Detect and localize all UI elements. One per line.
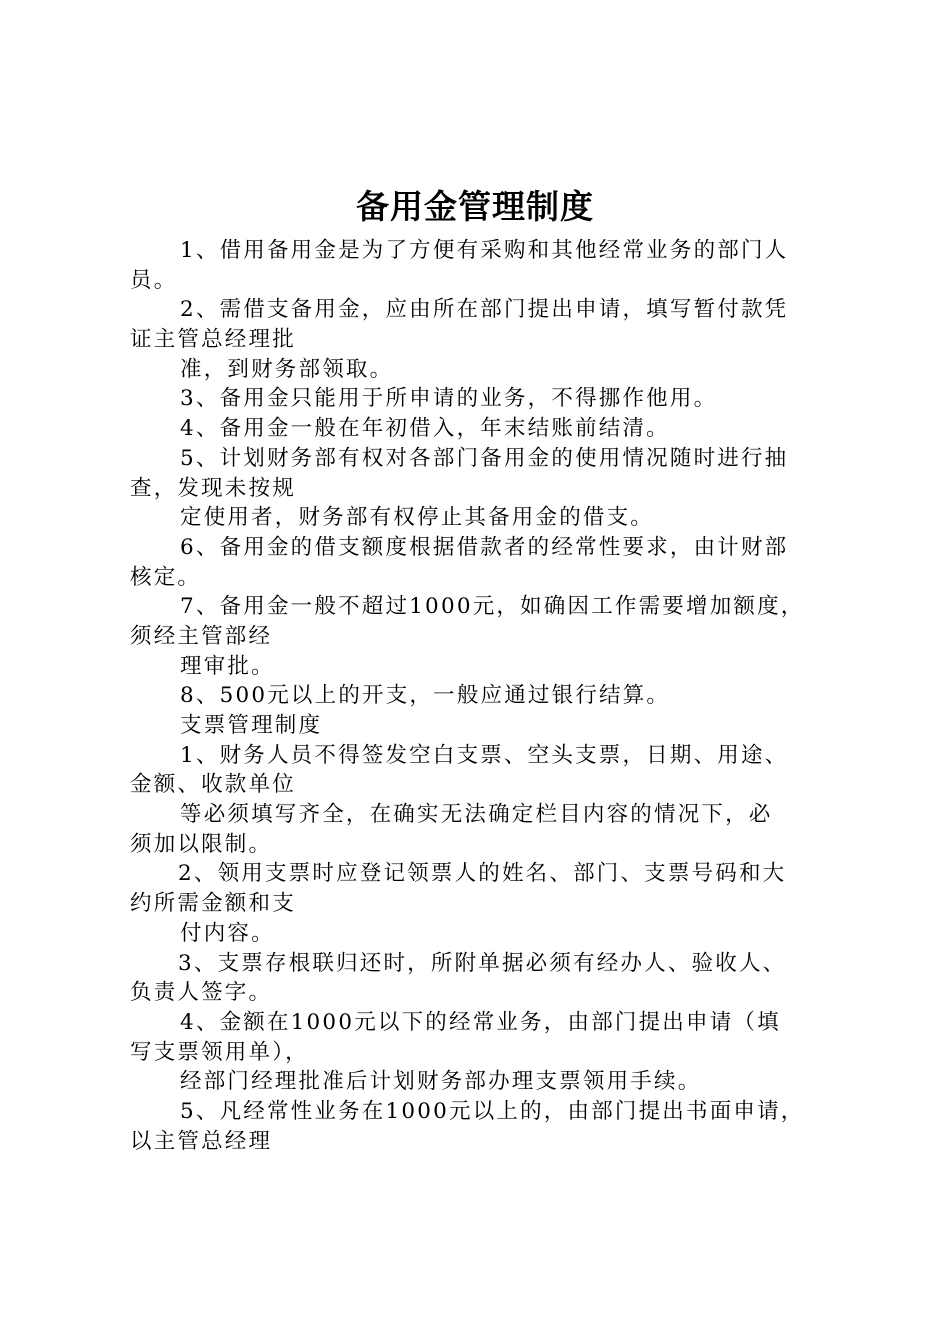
paragraph-line: 证主管总经理批	[130, 327, 296, 353]
paragraph-line: 1、财务人员不得签发空白支票、空头支票，日期、用途、	[180, 742, 789, 768]
paragraph-line: 3、支票存根联归还时，所附单据必须有经办人、验收人、	[178, 950, 787, 976]
document-body	[130, 236, 835, 1156]
document-title: 备用金管理制度	[356, 187, 594, 226]
paragraph-line: 负责人签字。	[130, 980, 273, 1006]
paragraph-line: 以主管总经理	[130, 1128, 273, 1154]
paragraph-line: 核定。	[130, 564, 202, 590]
paragraph-line: 1、借用备用金是为了方便有采购和其他经常业务的部门人	[180, 238, 789, 263]
paragraph-line: 4、金额在1000元以下的经常业务，由部门提出申请（填	[180, 1009, 781, 1035]
paragraph-line: 准，到财务部领取。	[180, 356, 394, 382]
paragraph-line: 2、需借支备用金，应由所在部门提出申请，填写暂付款凭	[180, 297, 789, 323]
paragraph-line: 员。	[130, 267, 178, 293]
paragraph-line: 查，发现未按规	[130, 475, 296, 501]
paragraph-line: 金额、收款单位	[130, 772, 296, 798]
section-heading: 支票管理制度	[180, 713, 323, 738]
paragraph-line: 7、备用金一般不超过1000元，如确因工作需要增加额度，	[180, 594, 805, 620]
paragraph-line: 3、备用金只能用于所申请的业务，不得挪作他用。	[180, 386, 718, 412]
paragraph-line: 2、领用支票时应登记领票人的姓名、部门、支票号码和大	[178, 861, 787, 887]
paragraph-line: 定使用者，财务部有权停止其备用金的借支。	[180, 505, 655, 531]
paragraph-line: 等必须填写齐全，在确实无法确定栏目内容的情况下，必	[180, 802, 773, 828]
paragraph-line: 5、计划财务部有权对各部门备用金的使用情况随时进行抽	[180, 445, 789, 471]
paragraph-line: 4、备用金一般在年初借入，年末结账前结清。	[180, 416, 670, 442]
paragraph-line: 付内容。	[180, 920, 275, 946]
paragraph-line: 理审批。	[180, 653, 275, 679]
paragraph-line: 写支票领用单），	[130, 1039, 309, 1065]
paragraph-line: 6、备用金的借支额度根据借款者的经常性要求，由计财部	[180, 534, 789, 560]
paragraph-line: 5、凡经常性业务在1000元以上的，由部门提出书面申请，	[180, 1098, 805, 1124]
paragraph-line: 8、500元以上的开支，一般应通过银行结算。	[180, 683, 671, 709]
paragraph-line: 须经主管部经	[130, 623, 273, 649]
paragraph-line: 约所需金额和支	[130, 891, 296, 917]
paragraph-line: 经部门经理批准后计划财务部办理支票领用手续。	[180, 1069, 702, 1095]
paragraph-line: 须加以限制。	[130, 831, 273, 857]
